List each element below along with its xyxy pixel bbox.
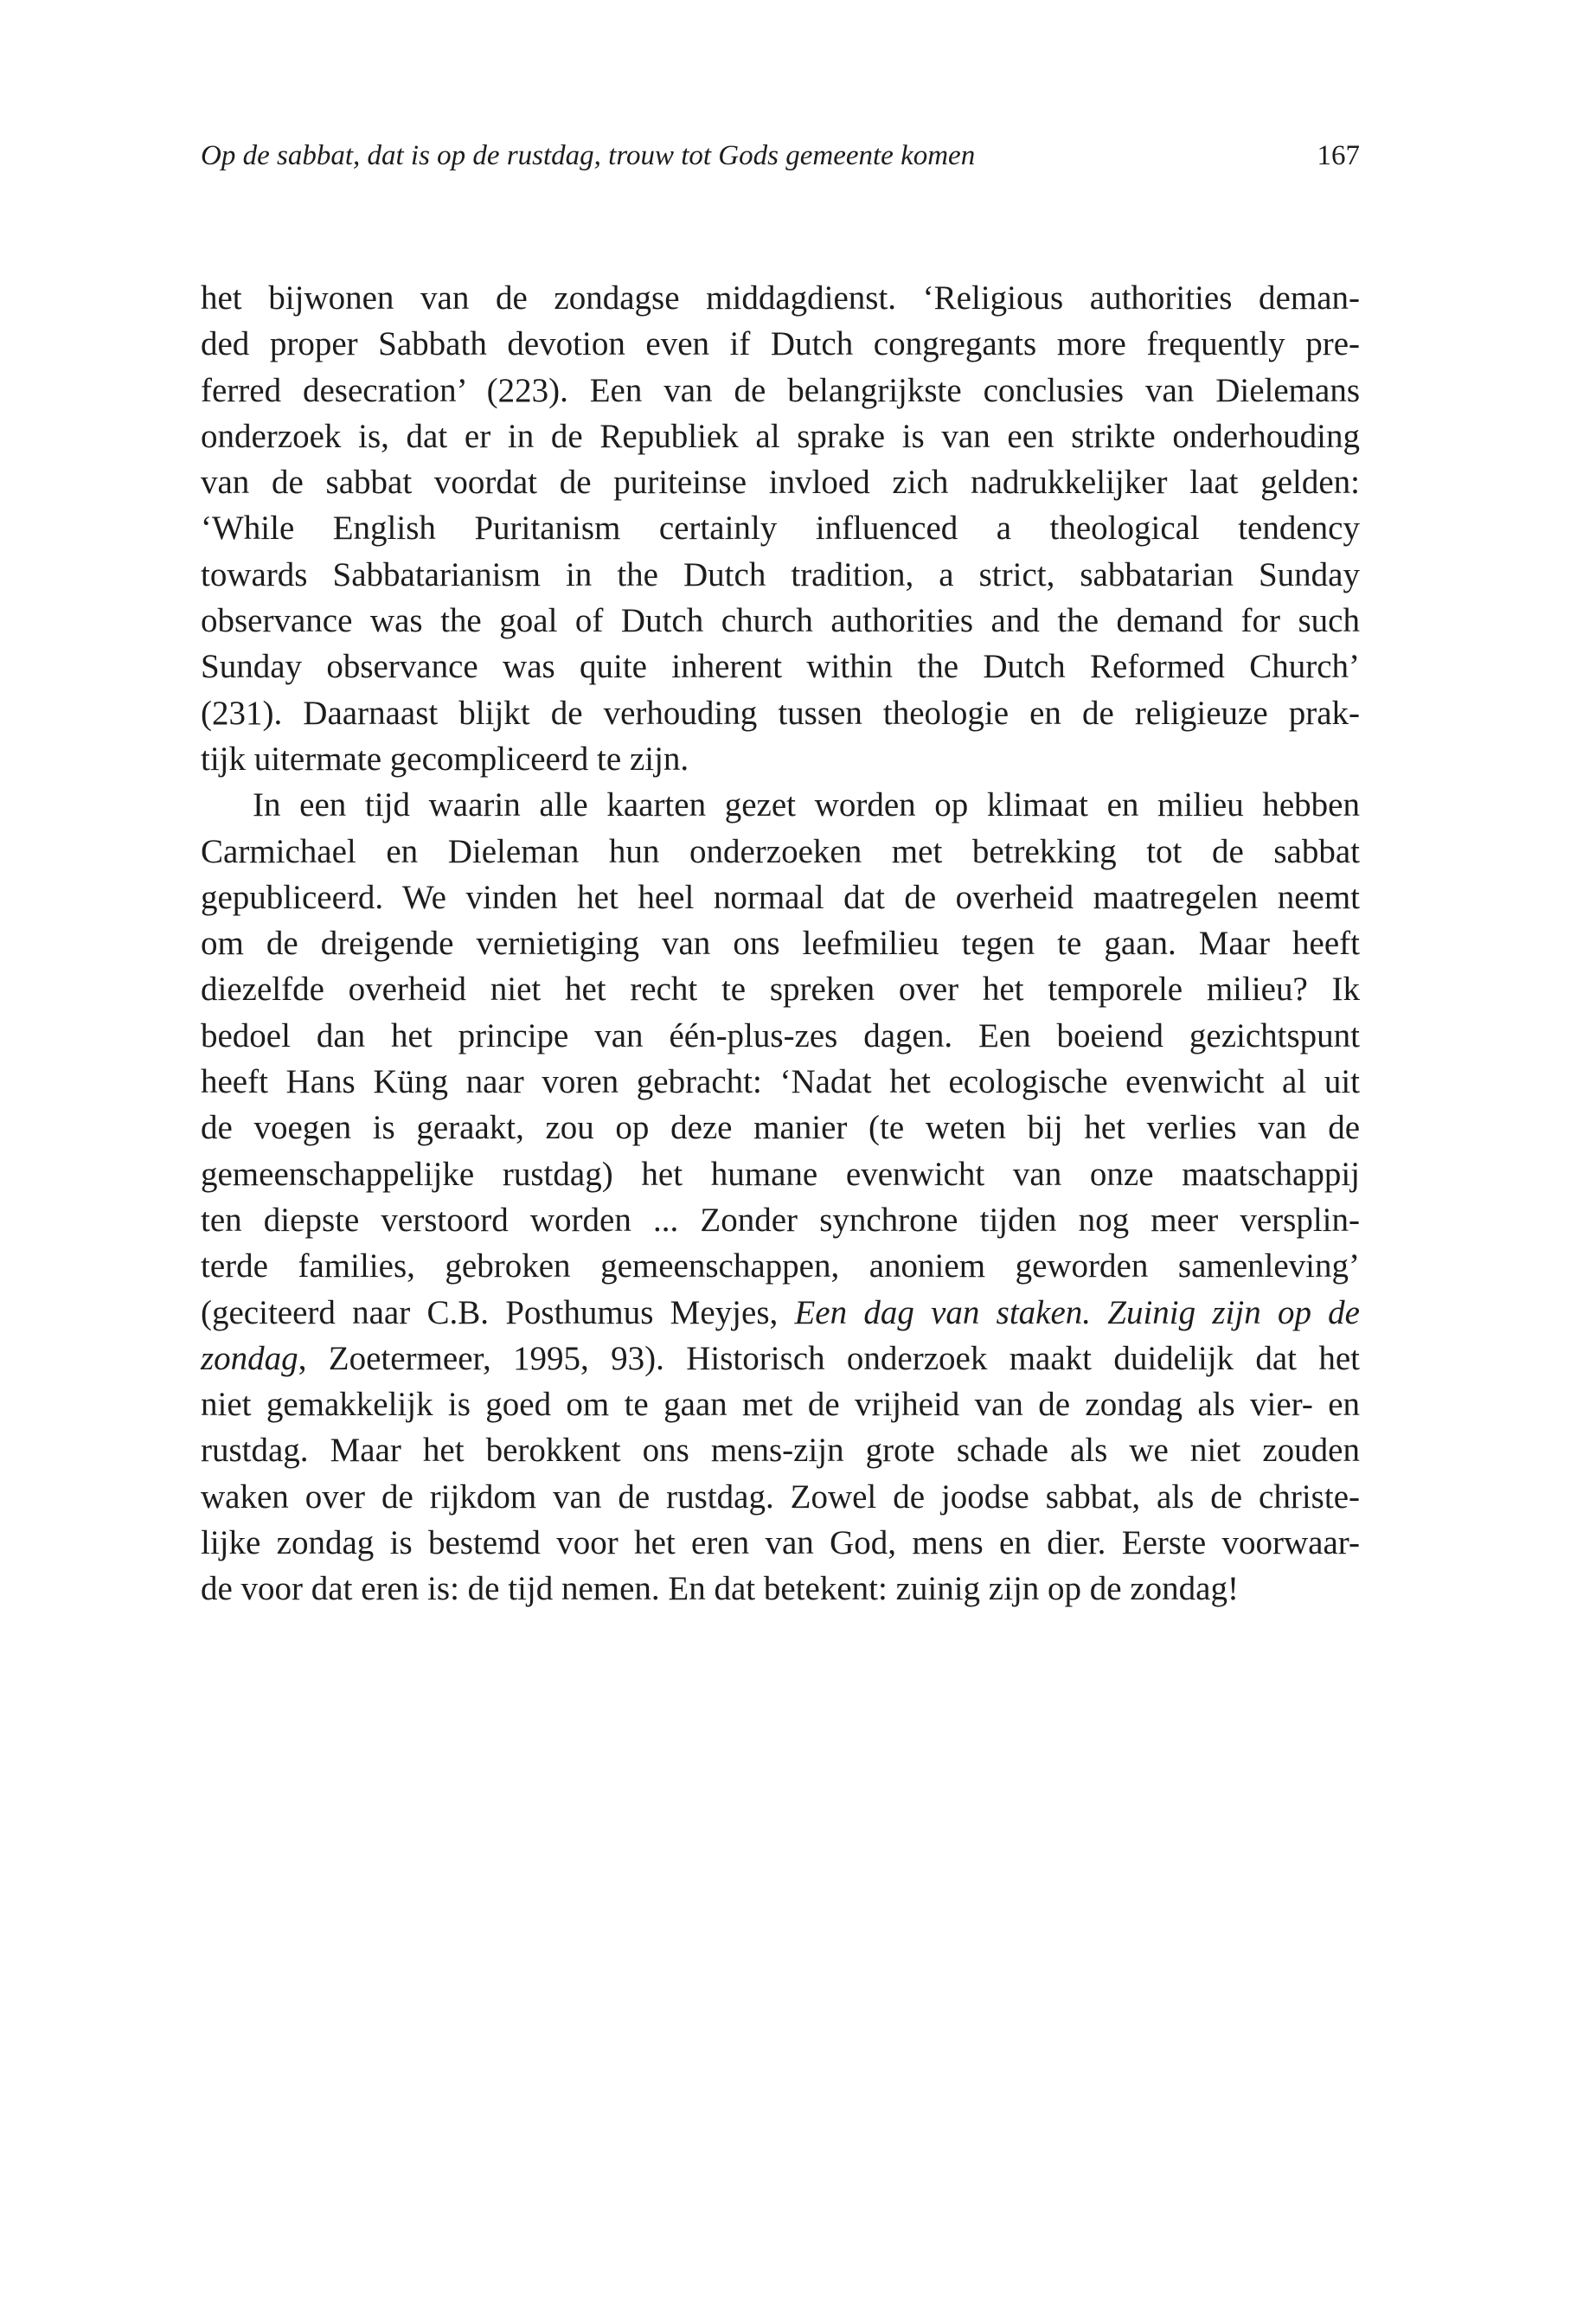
text-line: Carmichael en Dieleman hun onderzoeken met betrekking tot de sabbat [201, 832, 1360, 870]
text-line: van de sabbat voordat de puriteinse invloed zich nadrukkelijker laat gelden: [201, 464, 1360, 502]
text-line: terde families, gebroken gemeenschappen, anoniem geworden samenleving’ [201, 1247, 1360, 1285]
text-line: de voor dat eren is: de tijd nemen. En dat betekent: zuinig zijn op de zondag! [201, 1570, 1239, 1608]
text-line: heeft Hans Küng naar voren gebracht: ‘Nadat het ecologische evenwicht al uit [201, 1063, 1360, 1101]
text-line: tijk uitermate gecompliceerd te zijn. [201, 740, 689, 778]
text-line: In een tijd waarin alle kaarten gezet worden op klimaat en milieu hebben [253, 786, 1360, 824]
text-line: rustdag. Maar het berokkent ons mens-zijn grote schade als we niet zouden [201, 1432, 1360, 1470]
text-line: ‘While English Puritanism certainly influenced a theological tendency [201, 510, 1360, 548]
text-line: diezelfde overheid niet het recht te spreken over het temporele milieu? Ik [201, 971, 1360, 1009]
book-title: zondag [201, 1339, 298, 1377]
text-line: lijke zondag is bestemd voor het eren van God, mens en dier. Eerste voorwaar- [201, 1524, 1360, 1562]
paragraph-1 [201, 275, 1360, 782]
text-line: towards Sabbatarianism in the Dutch tradition, a strict, sabbatarian Sunday [201, 555, 1360, 593]
text-line: (231). Daarnaast blijkt de verhouding tussen theologie en de religieuze prak- [201, 694, 1360, 732]
text-line: waken over de rijkdom van de rustdag. Zowel de joodse sabbat, als de christe- [201, 1477, 1360, 1516]
citation-text: , Zoetermeer, 1995, 93). Historisch onderzoek maakt duidelijk dat het [298, 1339, 1360, 1377]
text-line: observance was the goal of Dutch church authorities and the demand for such [201, 602, 1360, 640]
body-text [201, 275, 1360, 1612]
citation-text: (geciteerd naar C.B. Posthumus Meyjes, [201, 1293, 795, 1331]
page-number: 167 [1317, 140, 1360, 171]
running-title: Op de sabbat, dat is op de rustdag, trouw tot Gods gemeente komen [201, 140, 976, 171]
text-line: gepubliceerd. We vinden het heel normaal dat de overheid maatregelen neemt [201, 878, 1360, 916]
text-line: gemeenschappelijke rustdag) het humane evenwicht van onze maatschappij [201, 1155, 1360, 1193]
text-line: ded proper Sabbath devotion even if Dutch congregants more frequently pre- [201, 325, 1360, 363]
text-line: bedoel dan het principe van één-plus-zes dagen. Een boeiend gezichtspunt [201, 1016, 1360, 1054]
text-line: het bijwonen van de zondagse middagdienst. ‘Religious authorities deman- [201, 279, 1360, 317]
text-line: ferred desecration’ (223). Een van de belangrijkste conclusies van Dielemans [201, 371, 1360, 409]
running-header [201, 138, 1360, 182]
text-line [201, 1290, 1360, 1336]
text-line: de voegen is geraakt, zou op deze manier (te weten bij het verlies van de [201, 1109, 1360, 1147]
text-line [201, 1336, 1360, 1381]
text-line: ten diepste verstoord worden ... Zonder synchrone tijden nog meer versplin- [201, 1201, 1360, 1239]
book-title: Een dag van staken. Zuinig zijn op de [794, 1293, 1360, 1331]
paragraph-2 [201, 782, 1360, 1612]
text-line: niet gemakkelijk is goed om te gaan met de vrijheid van de zondag als vier- en [201, 1386, 1360, 1424]
text-line: onderzoek is, dat er in de Republiek al sprake is van een strikte onderhouding [201, 417, 1360, 455]
text-line: om de dreigende vernietiging van ons leefmilieu tegen te gaan. Maar heeft [201, 925, 1360, 963]
text-line: Sunday observance was quite inherent within the Dutch Reformed Church’ [201, 648, 1360, 686]
